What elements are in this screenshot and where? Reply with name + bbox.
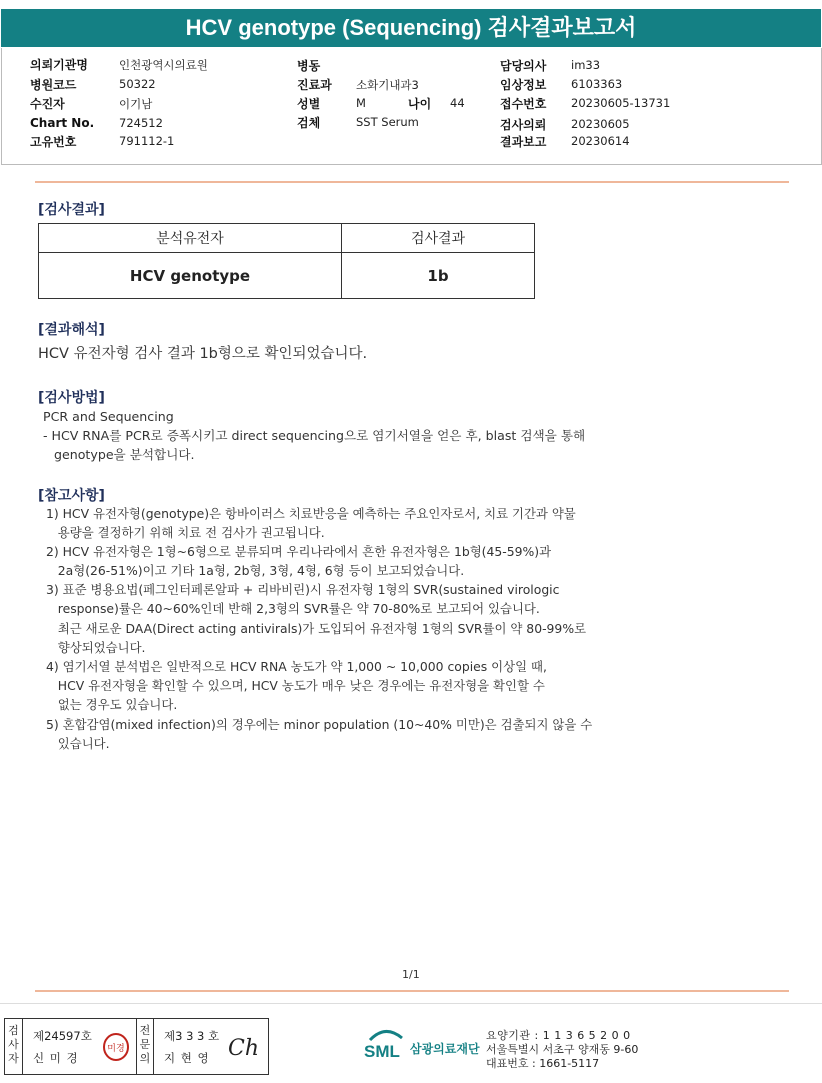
clinical-info-value: 6103363 [571,77,623,91]
tester-seal [102,1032,130,1062]
top-divider [35,181,789,183]
method-line-2: - HCV RNA를 PCR로 증폭시키고 direct sequencing으로 염기서열을 얻은 후, blast 검색을 통해 [43,428,586,443]
reference-line: 없는 경우도 있습니다. [42,697,178,712]
references-heading: [참고사항] [38,488,105,504]
unique-no-label: 고유번호 [30,135,77,149]
reference-line: 향상되었습니다. [42,640,146,655]
phone: 대표번호 : 1661-5117 [486,1057,600,1070]
tester-seal-text: 미경 [107,1044,125,1054]
reference-line: 4) 염기서열 분석법은 일반적으로 HCV RNA 농도가 약 1,000 ~ 10,000 copies 이상일 때, [42,659,547,674]
sml-logo-text: SML [364,1042,400,1061]
sex-label: 성별 [297,97,321,111]
reference-line: 1) HCV 유전자형(genotype)은 항바이러스 치료반응을 예측하는 주요인자로서, 치료 기간과 약물 [42,506,576,521]
tester-name: 신 미 경 [33,1051,79,1065]
ward-label: 병동 [297,59,321,73]
interpretation-text: HCV 유전자형 검사 결과 1b형으로 확인되었습니다. [38,346,368,362]
reference-line: 2) HCV 유전자형은 1형~6형으로 분류되며 우리나라에서 흔한 유전자형은 1b형(45-59%)과 [42,544,552,559]
reference-line: 최근 새로운 DAA(Direct acting antivirals)가 도입되어 유전자형 1형의 SVR률이 약 80-99%로 [42,621,587,636]
request-date-label: 검사의뢰 [500,118,547,132]
result-col-result-header: 검사결과 [342,224,535,253]
result-gene-cell: HCV genotype [39,253,342,299]
reviewer-label: 전문의 [136,1019,154,1074]
result-col-gene-header: 분석유전자 [39,224,342,253]
clinical-info-label: 임상정보 [500,78,547,92]
hospital-code-label: 병원코드 [30,78,77,92]
report-date-label: 결과보고 [500,135,547,149]
age-label: 나이 [408,97,432,111]
doctor-label: 담당의사 [500,59,547,73]
dept-value: 소화기내과3 [356,78,419,92]
tester-id: 제24597호 [33,1029,92,1043]
care-code: 요양기관 : 1 1 3 6 5 2 0 0 [486,1029,631,1042]
bottom-divider [35,990,789,992]
tester-label: 검사자 [5,1019,23,1074]
page-number: 1/1 [402,968,420,981]
sml-logo-icon [362,1026,408,1066]
chart-no-value: 724512 [119,116,163,130]
method-heading: [검사방법] [38,390,105,406]
dept-label: 진료과 [297,78,332,92]
receipt-no-value: 20230605-13731 [571,96,671,110]
footer-divider [0,1003,822,1004]
report-date-value: 20230614 [571,134,630,148]
signature-box [4,1018,269,1075]
org-name: 삼광의료재단 [410,1042,480,1056]
hospital-name-value: 인천광역시의료원 [119,58,208,72]
reference-line: 3) 표준 병용요법(페그인터페론알파 + 리바비린)시 유전자형 1형의 SVR(sustained virologic [42,582,560,597]
sex-value: M [356,96,366,110]
result-value-cell: 1b [342,253,535,299]
method-line-1: PCR and Sequencing [43,409,174,424]
report-title: HCV genotype (Sequencing) 검사결과보고서 [1,9,821,47]
address: 서울특별시 서초구 양재동 9-60 [486,1043,639,1056]
request-date-value: 20230605 [571,117,630,131]
specimen-value: SST Serum [356,115,419,129]
reviewer-id: 제3 3 3 호 [164,1029,220,1043]
interpretation-heading: [결과해석] [38,322,105,338]
unique-no-value: 791112-1 [119,134,175,148]
reviewer-signature [225,1031,265,1063]
hospital-name-label: 의뢰기관명 [30,58,88,72]
receipt-no-label: 접수번호 [500,97,547,111]
result-table [38,223,535,299]
reference-line: response)률은 40~60%인데 반해 2,3형의 SVR률은 약 70-80%로 보고되어 있습니다. [42,601,540,616]
patient-label: 수진자 [30,97,65,111]
hospital-code-value: 50322 [119,77,156,91]
reviewer-signature-text: Ch [228,1036,260,1061]
reference-line: 2a형(26-51%)이고 기타 1a형, 2b형, 3형, 4형, 6형 등이 보고되었습니다. [42,563,465,578]
specimen-label: 검체 [297,116,321,130]
doctor-value: im33 [571,58,601,72]
reference-line: 5) 혼합감염(mixed infection)의 경우에는 minor population (10~40% 미만)은 검출되지 않을 수 [42,717,593,732]
age-value: 44 [450,96,465,110]
chart-no-label: Chart No. [30,116,95,130]
result-heading: [검사결과] [38,202,105,218]
reference-line: 있습니다. [42,736,110,751]
reviewer-name: 지 현 영 [164,1051,210,1065]
reference-line: HCV 유전자형을 확인할 수 있으며, HCV 농도가 매우 낮은 경우에는 유전자형을 확인할 수 [42,678,545,693]
method-line-3: genotype을 분석합니다. [54,447,195,462]
reference-line: 용량을 결정하기 위해 치료 전 검사가 권고됩니다. [42,525,325,540]
patient-value: 이기남 [119,97,153,111]
